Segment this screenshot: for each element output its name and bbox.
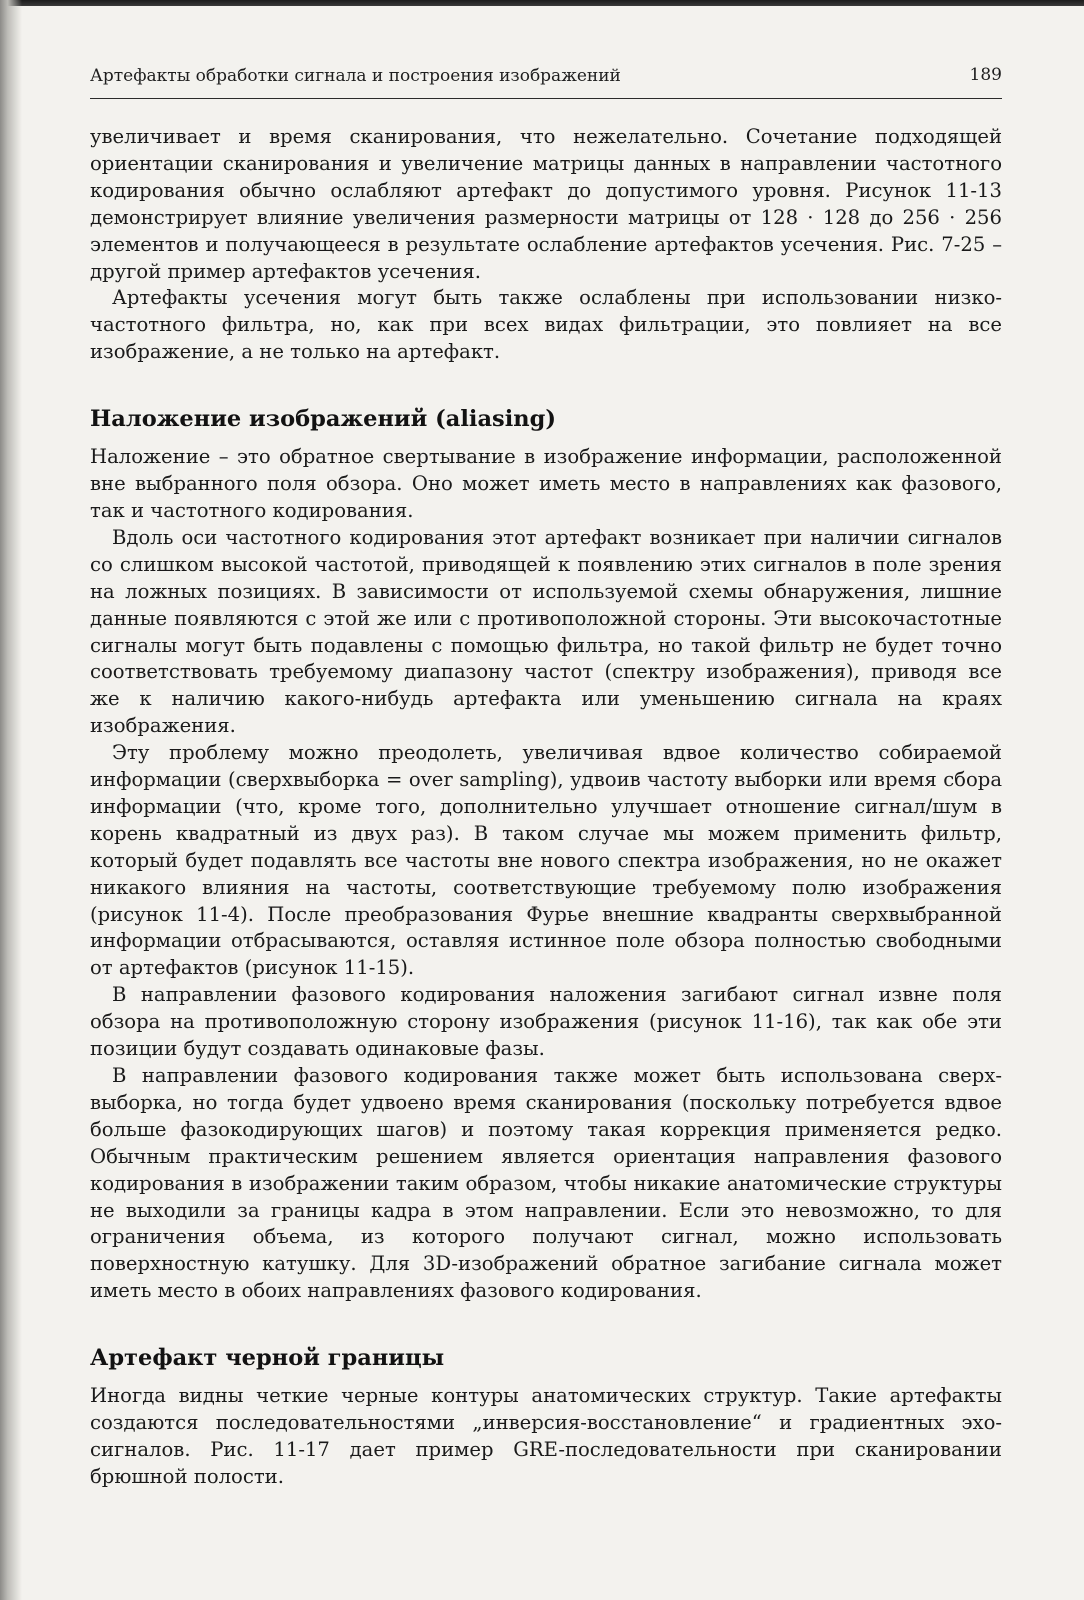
paragraph: В направлении фазового кодирования также может быть использована сверхвыборка, но тогда будет удвоено время сканирования (поскольку потребуется вдвое больше фазокодирующих шагов) и поэтому такая коррекция применяется редко. Обычным практическим решением является ориентация направления фазового кодирования в изображении таким образом, чтобы никакие анатомические структуры не выходили за границы кадра в этом направлении. Если это невозможно, то для ограничения объема, из которого получают сигнал, можно использовать поверхностную катушку. Для 3D-изображений обратное загибание сигнала может иметь место в обоих направлениях фазового кодирования. (90, 1064, 1002, 1303)
paragraph: Вдоль оси частотного кодирования этот артефакт возникает при наличии сигналов со слишком высокой частотой, приводящей к появлению этих сигналов в поле зрения на ложных позициях. В зависимости от используемой схемы обнаружения, лишние данные появляются с этой же или с противоположной стороны. Эти высокочастотные сигналы могут быть подавлены с помощью фильтра, но такой фильтр не будет точно соответствовать требуемому диапазону частот (спектру изображения), приводя все же к наличию какого-нибудь артефакта или уменьшению сигнала на краях изображения. (90, 525, 1002, 738)
page-content (90, 124, 1002, 1491)
running-title: Артефакты обработки сигнала и построения изображений (90, 66, 621, 86)
running-header (90, 62, 1002, 99)
paragraph: В направлении фазового кодирования наложения загибают сигнал извне поля обзора на противоположную сторону изображения (рисунок 11-16), так как обе эти позиции будут создавать одинаковые фазы. (90, 983, 1002, 1061)
paragraph-continued: увеличивает и время сканирования, что нежелательно. Сочетание подходящей ориентации сканирования и увеличение матрицы данных в направлении частотного кодирования обычно ослабляют артефакт до допустимого уровня. Рисунок 11-13 демонстрирует влияние увеличения размерности матрицы от 128 · 128 до 256 · 256 элементов и получающееся в результате ослабление артефактов усечения. Рис. 7-25 – другой пример артефактов усечения. (90, 125, 1002, 283)
scan-top-edge (0, 0, 1084, 6)
paragraph: Эту проблему можно преодолеть, увеличивая вдвое количество собираемой информации (сверхвыборка = over sampling), удвоив частоту выборки или время сбора информации (что, кроме того, дополнительно улучшает отношение сигнал/шум в корень квадратный из двух раз). В таком случае мы можем применить фильтр, который будет подавлять все частоты вне нового спектра изображения, но не окажет никакого влияния на частоты, соответствующие требуемому полю изображения (рисунок 11-4). После преобразования Фурье внешние квадранты сверхвыбранной информации отбрасываются, оставляя истинное поле обзора полностью свободными от артефактов (рисунок 11-15). (90, 741, 1002, 980)
paragraph: Иногда видны четкие черные контуры анатомических структур. Такие артефакты создаются последовательностями „инверсия-восстановление“ и градиентных эхо-сигналов. Рис. 11-17 дает пример GRE-последовательности при сканировании брюшной полости. (90, 1384, 1002, 1488)
spine-shadow (0, 0, 22, 1600)
paragraph: Артефакты усечения могут быть также ослаблены при использовании низкочастотного фильтра, но, как при всех видах фильтрации, это повлияет на все изображение, а не только на артефакт. (90, 286, 1002, 364)
section-heading-black-boundary: Артефакт черной границы (90, 1345, 445, 1372)
section-heading-aliasing: Наложение изображений (aliasing) (90, 406, 556, 433)
paragraph: Наложение – это обратное свертывание в изображение информации, расположенной вне выбранного поля обзора. Оно может иметь место в направлениях как фазового, так и частотного кодирования. (90, 445, 1002, 522)
page-number: 189 (969, 65, 1002, 85)
